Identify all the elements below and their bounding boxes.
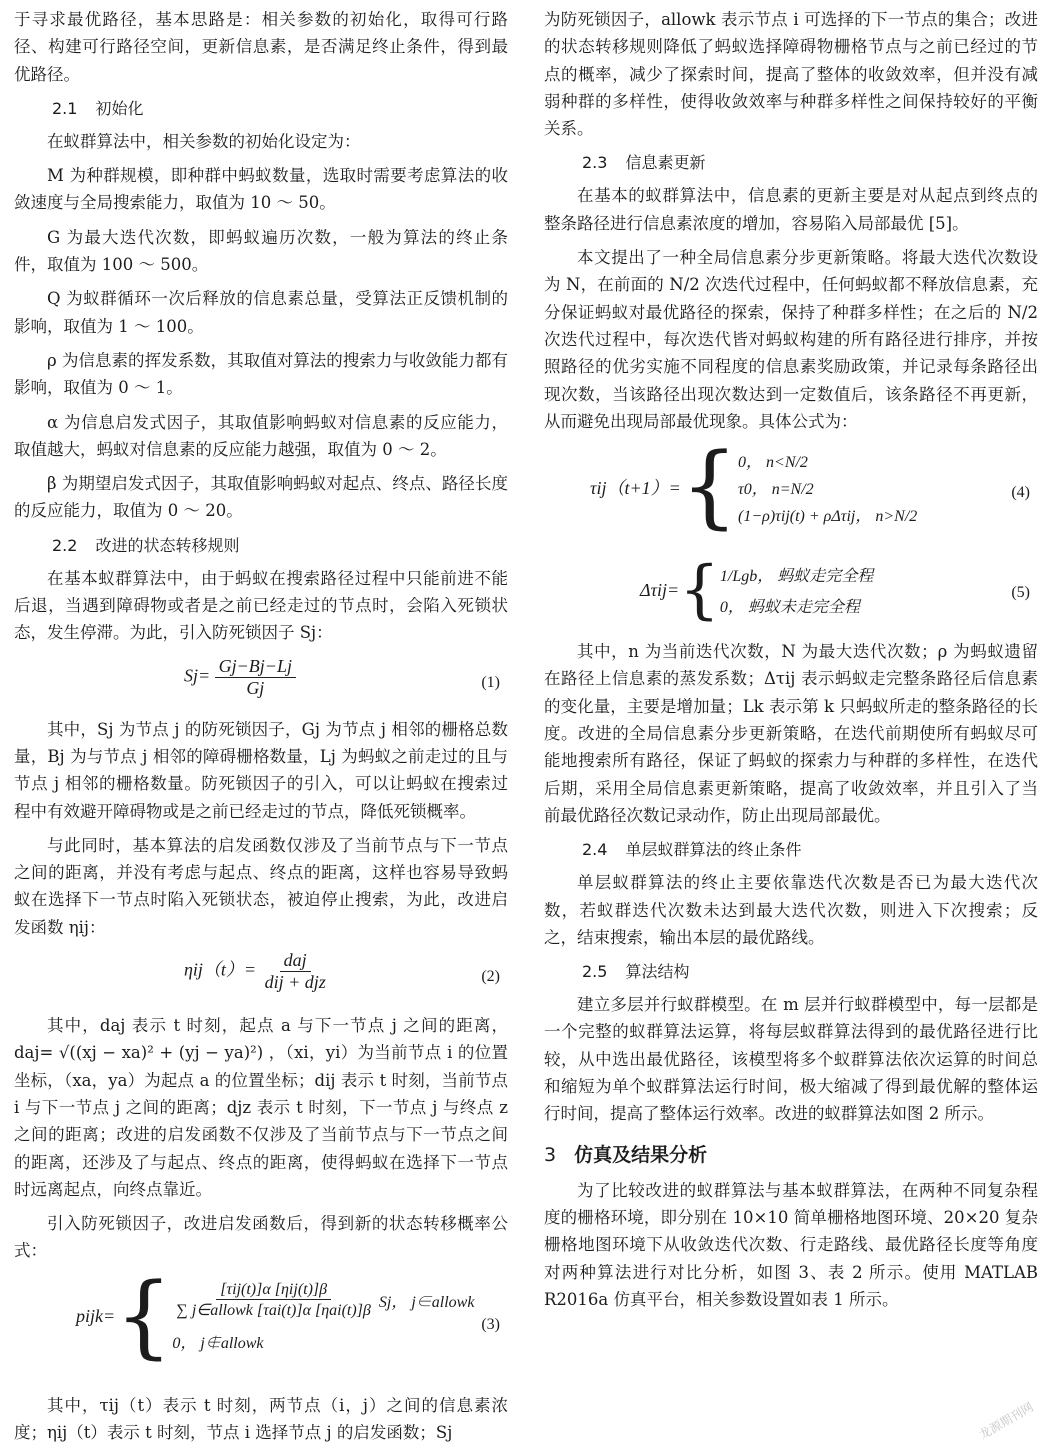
param-G-paragraph: G 为最大迭代次数，即蚂蚁遍历次数，一般为算法的终止条件，取值为 100 ～ 500。 [14,224,508,279]
eq3-brace: { [115,1272,172,1362]
eq3-case1-tail: Sj， j∈allowk [379,1289,475,1312]
section-title: 单层蚁群算法的终止条件 [625,840,801,859]
eq1-number: (1) [481,674,500,692]
eq1-explanation: 其中，Sj 为节点 j 的防死锁因子，Gj 为节点 j 相邻的栅格总数量，Bj 为与节点 j 相邻的障碍栅格数量，Lj 为蚂蚁之前走过的且与节点 j 相邻的栅格数量。防死锁因子的引入，可以让蚂蚁在搜索过程中有效避开障碍物或是之前已经走过的节点，降低死锁概率。 [14,716,508,825]
equation-5 [544,558,1038,630]
heuristic-paragraph: 与此同时，基本算法的启发函数仅涉及了当前节点与下一节点之间的距离，并没有考虑与起点、终点的距离，这样也容易导致蚂蚁在选择下一节点时陷入死锁状态，被迫停止搜索，为此，改进启发函数 ηij： [14,832,508,941]
deadlock-paragraph: 在基本蚁群算法中，由于蚂蚁在搜索路径过程中只能前进不能后退，当遇到障碍物或者是之前已经走过的节点时，会陷入死锁状态，发生停滞。为此，引入防死锁因子 Sj： [14,565,508,647]
param-M-paragraph: M 为种群规模，即种群中蚂蚁数量，选取时需要考虑算法的收敛速度与全局搜索能力，取值为 10 ～ 50。 [14,162,508,217]
watermark-logo: 龙源期刊网 [976,1398,1036,1443]
eq5-brace: { [679,558,720,622]
param-alpha-paragraph: α 为信息启发式因子，其取值影响蚂蚁对信息素的反应能力，取值越大，蚂蚁对信息素的反应能力越强，取值为 0 ～ 2。 [14,409,508,464]
section-number: 2.5 [582,962,607,981]
eq4-brace: { [681,442,738,532]
update-paragraph-2: 本文提出了一种全局信息素分步更新策略。将最大迭代次数设为 N，在前面的 N/2 次迭代过程中，任何蚂蚁都不释放信息素，充分保证蚂蚁对最优路径的探索，保持了种群多样性；在之后的 N/2 次迭代过程中，每次迭代皆对蚂蚁构建的所有路径进行排序，并按照路径的优劣实施不同程度的信息素奖励政策，并记录每条路径出现次数，当该路径出现次数达到一定数值后，该条路径不再更新，从而避免出现局部最优现象。具体公式为： [544,244,1038,435]
section-title: 改进的状态转移规则 [95,536,239,555]
section-2-2-heading [52,532,508,559]
section-2-1-heading [52,95,508,122]
probability-paragraph: 引入防死锁因子，改进启发函数后，得到新的状态转移概率公式： [14,1210,508,1265]
eq4-case3: (1−ρ)τij(t) + ρΔτij， n>N/2 [738,503,917,526]
section-number: 3 [544,1144,556,1166]
eq2-numerator: daj [280,950,311,972]
section-2-5-heading [582,958,1038,985]
equation-2 [14,948,508,1004]
section-2-3-heading [582,149,1038,176]
eq1-denominator: Gj [242,678,268,699]
eq5-number: (5) [1011,584,1030,602]
continued-paragraph: 为防死锁因子，allowk 表示节点 i 可选择的下一节点的集合；改进的状态转移规则降低了蚂蚁选择障碍物栅格节点与之前已经过的节点的概率，减少了探索时间，提高了整体的收敛效率，但并没有减弱种群的多样性，使得收敛效率与种群多样性之间保持较好的平衡关系。 [544,6,1038,142]
section-title: 仿真及结果分析 [574,1144,707,1166]
eq1-lhs: Sj= [184,665,210,685]
eq4-case1: 0， n<N/2 [738,449,917,472]
eq3-explanation: 其中，τij（t）表示 t 时刻，两节点（i，j）之间的信息素浓度；ηij（t）表示 t 时刻，节点 i 选择节点 j 的启发函数；Sj [14,1392,508,1447]
right-column [544,6,1038,1320]
equation-1 [14,654,508,708]
init-paragraph: 在蚁群算法中，相关参数的初始化设定为： [14,128,508,155]
eq2-number: (2) [481,968,500,986]
eq5-lhs: Δτij= [640,580,679,601]
param-Q-paragraph: Q 为蚁群循环一次后释放的信息素总量，受算法正反馈机制的影响，取值为 1 ～ 100。 [14,285,508,340]
section-title: 信息素更新 [625,153,705,172]
section-title: 算法结构 [625,962,689,981]
update-paragraph-1: 在基本的蚁群算法中，信息素的更新主要是对从起点到终点的整条路径进行信息素浓度的增加，容易陷入局部最优 [5]。 [544,182,1038,237]
section-title: 初始化 [95,99,143,118]
equation-4 [544,442,1038,550]
simulation-paragraph: 为了比较改进的蚁群算法与基本蚁群算法，在两种不同复杂程度的栅格环境，即分别在 10×10 简单栅格地图环境、20×20 复杂栅格地图环境下从收敛迭代次数、行走路线、最优路径长度等角度对两种算法进行对比分析，如图 3、表 2 所示。使用 MATLAB R2016a 仿真平台，相关参数设置如表 1 所示。 [544,1177,1038,1313]
eq2-lhs: ηij（t）= [184,960,256,980]
eq4-number: (4) [1011,484,1030,502]
section-number: 2.4 [582,840,607,859]
eq2-denominator: dij + djz [261,972,330,993]
structure-paragraph: 建立多层并行蚁群模型。在 m 层并行蚁群模型中，每一层都是一个完整的蚁群算法运算，将每层蚁群算法得到的最优路径进行比较，从中选出最优路径，该模型将多个蚁群算法依次运算的时间总和缩短为单个蚁群算法运行时间，极大缩减了得到最优解的整体运行时间，提高了整体运行效率。改进的蚁群算法如图 2 所示。 [544,991,1038,1127]
eq4-case2: τ0， n=N/2 [738,476,917,499]
equation-3 [14,1272,508,1384]
termination-paragraph: 单层蚁群算法的终止主要依靠迭代次数是否已为最大迭代次数，若蚁群迭代次数未达到最大迭代次数，则进入下次搜索；反之，结束搜索，输出本层的最优路线。 [544,869,1038,951]
param-rho-paragraph: ρ 为信息素的挥发系数，其取值对算法的搜索力与收敛能力都有影响，取值为 0 ～ 1。 [14,347,508,402]
eq2-explanation: 其中，daj 表示 t 时刻，起点 a 与下一节点 j 之间的距离，daj= √((xj − xa)² + (yj − ya)²) ，（xi，yi）为当前节点 i 的位置坐标，（xa，ya）为起点 a 的位置坐标；dij 表示 t 时刻，当前节点 i 与下一节点 j 之间的距离；djz 表示 t 时刻，下一节点 j 与终点 z 之间的距离；改进的启发函数不仅涉及了当前节点与下一节点之间的距离，还涉及了与起点、终点的距离，使得蚂蚁在选择下一节点时远离起点，向终点靠近。 [14,1012,508,1203]
left-column [14,6,508,1453]
intro-paragraph: 于寻求最优路径，基本思路是：相关参数的初始化，取得可行路径、构建可行路径空间，更新信息素，是否满足终止条件，得到最优路径。 [14,6,508,88]
eq5-case2: 0， 蚂蚁未走完全程 [720,594,873,617]
section-3-heading [544,1140,1038,1167]
param-beta-paragraph: β 为期望启发式因子，其取值影响蚂蚁对起点、终点、路径长度的反应能力，取值为 0 ～ 20。 [14,470,508,525]
section-number: 2.3 [582,153,607,172]
section-number: 2.2 [52,536,77,555]
eq3-number: (3) [481,1316,500,1334]
eq3-lhs: pijk= [76,1306,115,1327]
eq1-numerator: Gj−Bj−Lj [215,656,296,678]
section-number: 2.1 [52,99,77,118]
eq5-explanation: 其中，n 为当前迭代次数，N 为最大迭代次数；ρ 为蚂蚁遗留在路径上信息素的蒸发系数；Δτij 表示蚂蚁走完整条路径后信息素的变化量，主要是增加量；Lk 表示第 k 只蚂蚁所走的整条路径的长度。改进的全局信息素分步更新策略，在迭代前期使所有蚂蚁尽可能地搜索所有路径，保证了蚂蚁的探索力与种群的多样性，在迭代后期，采用全局信息素更新策略，提高了收敛效率，并且引入了当前最优路径次数记录动作，防止出现局部最优。 [544,638,1038,829]
eq4-lhs: τij（t+1）= [590,474,681,500]
eq3-denominator: ∑ j∈allowk [τai(t)]α [ηai(t)]β [172,1300,374,1320]
eq3-case2: 0， j∉allowk [172,1330,474,1353]
section-2-4-heading [582,836,1038,863]
eq5-case1: 1/Lgb， 蚂蚁走完全程 [720,563,873,586]
eq3-numerator: [τij(t)]α [ηij(t)]β [216,1281,331,1300]
